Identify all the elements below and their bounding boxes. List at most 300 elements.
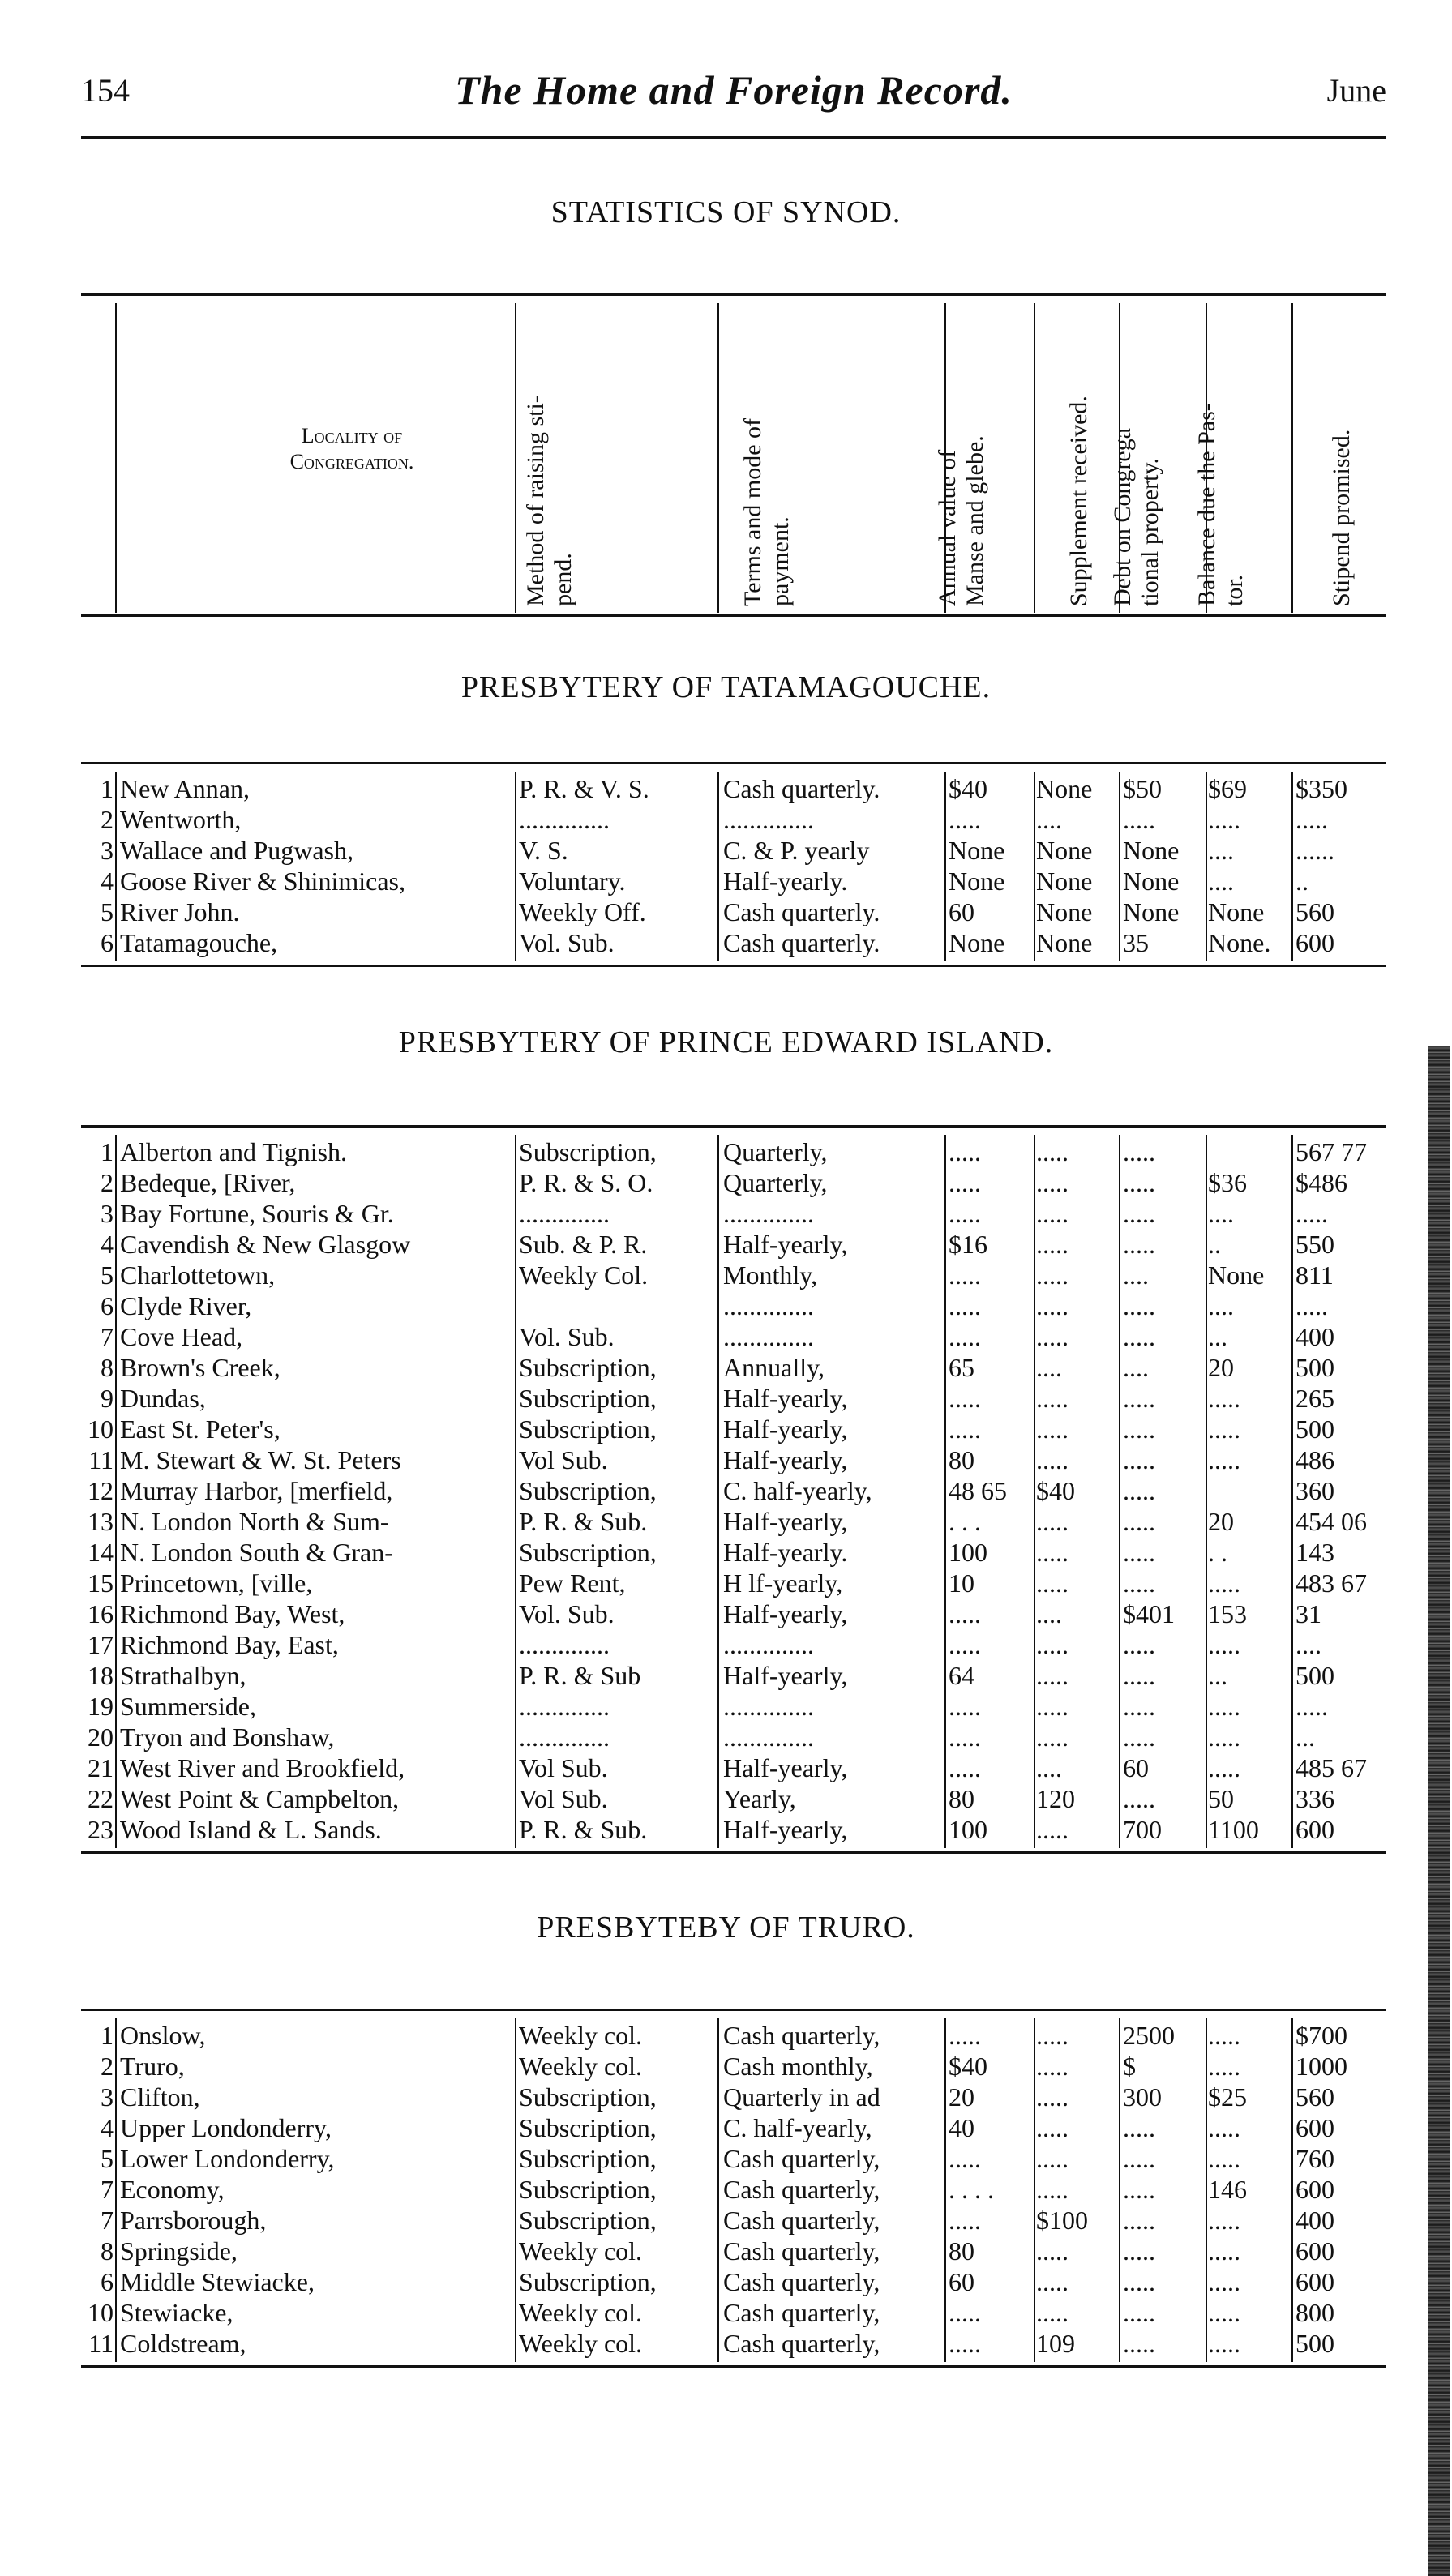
cell-supplement: ..... — [1036, 1815, 1069, 1844]
cell-supplement: None — [1036, 867, 1093, 896]
locality-heading-line1: Locality of — [301, 424, 403, 447]
cell-manse: None — [949, 836, 1005, 865]
cell-supplement: ..... — [1036, 1384, 1069, 1413]
cell-locality: West Point & Campbelton, — [120, 1784, 400, 1813]
cell-stipend: 31 — [1296, 1599, 1321, 1628]
cell-balance: $36 — [1208, 1168, 1247, 1197]
cell-debt: ..... — [1123, 2144, 1155, 2173]
cell-method: P. R. & Sub. — [519, 1815, 648, 1844]
table-row — [81, 2328, 1386, 2359]
cell-manse: None — [949, 867, 1005, 896]
page-number: 154 — [81, 72, 130, 109]
cell-num: 8 — [101, 1353, 114, 1382]
cell-manse: ..... — [949, 2021, 981, 2050]
issue-month: June — [1326, 72, 1386, 109]
cell-stipend: 454 06 — [1296, 1507, 1367, 1536]
cell-debt: ..... — [1123, 1384, 1155, 1413]
cell-locality: Cavendish & New Glasgow — [120, 1230, 411, 1259]
cell-debt: 60 — [1123, 1753, 1149, 1782]
section-title-truro: PRESBYTEBY OF TRURO. — [537, 1911, 915, 1945]
cell-stipend: 143 — [1296, 1538, 1334, 1567]
cell-debt: 700 — [1123, 1815, 1162, 1844]
table-pei — [81, 1125, 1386, 1861]
header-bottom-rule — [81, 614, 1386, 617]
balance-heading — [1193, 403, 1249, 606]
cell-method: Subscription, — [519, 1137, 657, 1166]
table-row — [81, 1752, 1386, 1783]
cell-debt: ..... — [1123, 1661, 1155, 1690]
cell-debt: ..... — [1123, 1414, 1155, 1444]
cell-manse: ..... — [949, 1599, 981, 1628]
col-divider — [1034, 303, 1035, 613]
cell-locality: Richmond Bay, West, — [120, 1599, 345, 1628]
cell-debt: 300 — [1123, 2082, 1162, 2112]
cell-num: 4 — [101, 2113, 114, 2142]
cell-terms: .............. — [723, 1692, 814, 1721]
cell-debt: ..... — [1123, 2206, 1155, 2235]
locality-heading — [120, 423, 584, 475]
cell-num: 2 — [101, 2052, 114, 2081]
cell-supplement: ..... — [1036, 2021, 1069, 2050]
table-row — [81, 804, 1386, 835]
cell-manse: 40 — [949, 2113, 974, 2142]
cell-terms: Cash quarterly, — [723, 2267, 880, 2296]
cell-stipend: 760 — [1296, 2144, 1334, 2173]
cell-manse: ..... — [949, 1168, 981, 1197]
cell-supplement: None — [1036, 836, 1093, 865]
cell-num: 2 — [101, 805, 114, 834]
statistics-title: STATISTICS OF SYNOD. — [550, 195, 902, 229]
table-row — [81, 1444, 1386, 1475]
cell-method: Sub. & P. R. — [519, 1230, 648, 1259]
table-row — [81, 927, 1386, 958]
cell-stipend: ..... — [1296, 805, 1328, 834]
cell-terms: Half-yearly, — [723, 1815, 848, 1844]
cell-locality: Wentworth, — [120, 805, 242, 834]
cell-num: 15 — [88, 1568, 114, 1598]
cell-locality: Wood Island & L. Sands. — [120, 1815, 382, 1844]
cell-manse: ..... — [949, 1384, 981, 1413]
table-row — [81, 1352, 1386, 1383]
cell-locality: Princetown, [ville, — [120, 1568, 313, 1598]
scan-edge-shadow — [1428, 1046, 1450, 2576]
cell-manse: ..... — [949, 1414, 981, 1444]
cell-debt: ..... — [1123, 1230, 1155, 1259]
cell-locality: Summerside, — [120, 1692, 256, 1721]
cell-balance: 146 — [1208, 2175, 1247, 2204]
cell-terms: Cash quarterly. — [723, 774, 880, 803]
cell-stipend: 600 — [1296, 2113, 1334, 2142]
cell-balance: ... — [1208, 1322, 1227, 1351]
cell-method: Subscription, — [519, 1476, 657, 1505]
cell-num: 1 — [101, 2021, 114, 2050]
cell-manse: ..... — [949, 805, 981, 834]
table-row — [81, 1598, 1386, 1629]
cell-balance: 20 — [1208, 1353, 1234, 1382]
cell-stipend: 600 — [1296, 1815, 1334, 1844]
cell-manse: ..... — [949, 1137, 981, 1166]
cell-terms: Cash quarterly, — [723, 2298, 880, 2327]
cell-debt: None — [1123, 867, 1180, 896]
cell-stipend: 560 — [1296, 897, 1334, 926]
cell-num: 3 — [101, 836, 114, 865]
table-row — [81, 1814, 1386, 1845]
cell-debt: $ — [1123, 2052, 1136, 2081]
table-row — [81, 2205, 1386, 2236]
cell-num: 1 — [101, 774, 114, 803]
cell-balance: 153 — [1208, 1599, 1247, 1628]
table-row — [81, 1167, 1386, 1198]
cell-stipend: 486 — [1296, 1445, 1334, 1474]
header-rule — [81, 136, 1386, 139]
table-row — [81, 1506, 1386, 1537]
cell-supplement: ..... — [1036, 1291, 1069, 1320]
debt-heading-line1: Debt on Congrega — [1109, 428, 1136, 606]
cell-locality: Strathalbyn, — [120, 1661, 246, 1690]
cell-locality: New Annan, — [120, 774, 250, 803]
cell-manse: 48 65 — [949, 1476, 1007, 1505]
cell-supplement: ..... — [1036, 1630, 1069, 1659]
cell-stipend: 400 — [1296, 1322, 1334, 1351]
column-headings — [81, 293, 1386, 618]
table-row — [81, 2174, 1386, 2205]
cell-terms: Half-yearly, — [723, 1384, 848, 1413]
table-row — [81, 1290, 1386, 1321]
cell-locality: Tryon and Bonshaw, — [120, 1722, 335, 1752]
cell-locality: Clyde River, — [120, 1291, 252, 1320]
cell-supplement: ..... — [1036, 1322, 1069, 1351]
cell-supplement: .... — [1036, 1753, 1062, 1782]
cell-method: Subscription, — [519, 2113, 657, 2142]
cell-terms: Cash quarterly. — [723, 897, 880, 926]
cell-stipend: 360 — [1296, 1476, 1334, 1505]
cell-method: Subscription, — [519, 1384, 657, 1413]
cell-manse: . . . — [949, 1507, 981, 1536]
cell-num: 7 — [101, 1322, 114, 1351]
cell-debt: 35 — [1123, 928, 1149, 957]
cell-terms: Half-yearly, — [723, 1230, 848, 1259]
cell-method: Voluntary. — [519, 867, 626, 896]
cell-locality: Cove Head, — [120, 1322, 243, 1351]
cell-manse: 80 — [949, 2236, 974, 2266]
cell-balance: ..... — [1208, 2298, 1240, 2327]
table-row — [81, 2297, 1386, 2328]
table-row — [81, 1414, 1386, 1444]
cell-balance: ..... — [1208, 2329, 1240, 2358]
cell-balance: ..... — [1208, 2052, 1240, 2081]
table-row — [81, 2143, 1386, 2174]
balance-heading-line2: tor. — [1221, 574, 1248, 606]
cell-debt: ..... — [1123, 1199, 1155, 1228]
table-row — [81, 1260, 1386, 1290]
cell-terms: Cash quarterly, — [723, 2329, 880, 2358]
table-row — [81, 1568, 1386, 1598]
cell-num: 8 — [101, 2236, 114, 2266]
cell-method: Weekly Off. — [519, 897, 646, 926]
cell-terms: Half-yearly, — [723, 1661, 848, 1690]
table-bottom-rule — [81, 1851, 1386, 1854]
cell-supplement: ..... — [1036, 2267, 1069, 2296]
cell-manse: ..... — [949, 2206, 981, 2235]
cell-balance: ..... — [1208, 1568, 1240, 1598]
table-row — [81, 2236, 1386, 2266]
cell-debt: None — [1123, 897, 1180, 926]
cell-balance: ..... — [1208, 1445, 1240, 1474]
cell-method: .............. — [519, 1692, 610, 1721]
cell-debt: ..... — [1123, 2298, 1155, 2327]
cell-terms: Cash monthly, — [723, 2052, 873, 2081]
cell-debt: ..... — [1123, 2236, 1155, 2266]
cell-num: 12 — [88, 1476, 114, 1505]
cell-debt: ..... — [1123, 1692, 1155, 1721]
cell-locality: Springside, — [120, 2236, 238, 2266]
cell-debt: $50 — [1123, 774, 1162, 803]
cell-supplement: $100 — [1036, 2206, 1088, 2235]
cell-terms: Monthly, — [723, 1260, 818, 1290]
cell-supplement: ..... — [1036, 2236, 1069, 2266]
cell-terms: Half-yearly, — [723, 1599, 848, 1628]
cell-supplement: ..... — [1036, 2113, 1069, 2142]
cell-num: 6 — [101, 2267, 114, 2296]
cell-balance: 50 — [1208, 1784, 1234, 1813]
table-row — [81, 1136, 1386, 1167]
cell-stipend: 1000 — [1296, 2052, 1347, 2081]
cell-debt: ..... — [1123, 1168, 1155, 1197]
cell-num: 9 — [101, 1384, 114, 1413]
cell-locality: N. London South & Gran- — [120, 1538, 393, 1567]
cell-num: 11 — [88, 1445, 114, 1474]
supplement-heading — [1065, 396, 1093, 606]
cell-locality: Truro, — [120, 2052, 185, 2081]
header-top-rule — [81, 293, 1386, 296]
cell-method: Vol Sub. — [519, 1753, 608, 1782]
cell-locality: Wallace and Pugwash, — [120, 836, 353, 865]
balance-heading-line1: Balance due the Pas- — [1193, 403, 1220, 606]
table-row — [81, 866, 1386, 896]
cell-balance: ..... — [1208, 2236, 1240, 2266]
cell-supplement: ..... — [1036, 2175, 1069, 2204]
cell-stipend: ..... — [1296, 1291, 1328, 1320]
cell-num: 4 — [101, 867, 114, 896]
cell-supplement: .... — [1036, 805, 1062, 834]
cell-stipend: $700 — [1296, 2021, 1347, 2050]
cell-method: Vol. Sub. — [519, 1599, 615, 1628]
section-title-tatamagouche: PRESBYTERY OF TATAMAGOUCHE. — [460, 670, 992, 704]
cell-manse: ..... — [949, 2298, 981, 2327]
cell-terms: Annually, — [723, 1353, 825, 1382]
manse-heading — [934, 435, 989, 606]
cell-num: 2 — [101, 1168, 114, 1197]
cell-num: 5 — [101, 1260, 114, 1290]
cell-num: 3 — [101, 2082, 114, 2112]
cell-balance: .... — [1208, 836, 1234, 865]
cell-terms: .............. — [723, 1630, 814, 1659]
cell-terms: .............. — [723, 1199, 814, 1228]
cell-locality: Parrsborough, — [120, 2206, 267, 2235]
table-bottom-rule — [81, 2365, 1386, 2368]
cell-num: 21 — [88, 1753, 114, 1782]
cell-terms: Half-yearly. — [723, 1538, 848, 1567]
cell-terms: Quarterly, — [723, 1168, 828, 1197]
cell-method: .............. — [519, 1199, 610, 1228]
cell-method: Subscription, — [519, 2082, 657, 2112]
cell-manse: ..... — [949, 1722, 981, 1752]
cell-balance: ..... — [1208, 1753, 1240, 1782]
cell-method: Subscription, — [519, 1353, 657, 1382]
cell-manse: $40 — [949, 2052, 987, 2081]
cell-method: Weekly col. — [519, 2052, 643, 2081]
cell-stipend: 483 67 — [1296, 1568, 1367, 1598]
cell-stipend: 600 — [1296, 2236, 1334, 2266]
cell-supplement: ..... — [1036, 1722, 1069, 1752]
cell-stipend: 485 67 — [1296, 1753, 1367, 1782]
cell-debt: ..... — [1123, 1784, 1155, 1813]
cell-locality: N. London North & Sum- — [120, 1507, 389, 1536]
cell-stipend: 500 — [1296, 1661, 1334, 1690]
cell-method: Vol. Sub. — [519, 928, 615, 957]
cell-num: 22 — [88, 1784, 114, 1813]
cell-locality: Stewiacke, — [120, 2298, 233, 2327]
cell-locality: M. Stewart & W. St. Peters — [120, 1445, 401, 1474]
table-row — [81, 1383, 1386, 1414]
cell-manse: ..... — [949, 1199, 981, 1228]
cell-num: 13 — [88, 1507, 114, 1536]
method-heading-line2: pend. — [550, 553, 576, 606]
cell-balance: ..... — [1208, 2144, 1240, 2173]
cell-debt: ..... — [1123, 1630, 1155, 1659]
table-row — [81, 1629, 1386, 1660]
cell-method: Weekly col. — [519, 2298, 643, 2327]
locality-heading-line2: Congregation. — [289, 450, 414, 473]
cell-supplement: ..... — [1036, 2144, 1069, 2173]
cell-terms: .............. — [723, 805, 814, 834]
table-row — [81, 1321, 1386, 1352]
cell-num: 7 — [101, 2206, 114, 2235]
cell-num: 23 — [88, 1815, 114, 1844]
cell-locality: Dundas, — [120, 1384, 206, 1413]
cell-stipend: 500 — [1296, 1353, 1334, 1382]
table-row — [81, 1722, 1386, 1752]
cell-terms: Cash quarterly, — [723, 2175, 880, 2204]
cell-manse: ..... — [949, 2329, 981, 2358]
cell-terms: C. half-yearly, — [723, 2113, 872, 2142]
cell-locality: West River and Brookfield, — [120, 1753, 405, 1782]
debt-heading-line2: tional property. — [1137, 457, 1163, 606]
cell-debt: ..... — [1123, 1322, 1155, 1351]
cell-manse: ..... — [949, 2144, 981, 2173]
cell-balance: ..... — [1208, 2113, 1240, 2142]
cell-locality: Clifton, — [120, 2082, 200, 2112]
cell-balance: .. — [1208, 1230, 1221, 1259]
cell-balance: ..... — [1208, 1722, 1240, 1752]
cell-debt: ..... — [1123, 805, 1155, 834]
cell-terms: Half-yearly, — [723, 1414, 848, 1444]
terms-heading-line2: payment. — [767, 516, 794, 606]
cell-debt: ..... — [1123, 2329, 1155, 2358]
cell-balance: ..... — [1208, 1384, 1240, 1413]
cell-method: Weekly col. — [519, 2236, 643, 2266]
cell-debt: ..... — [1123, 1445, 1155, 1474]
cell-num: 14 — [88, 1538, 114, 1567]
cell-method: Subscription, — [519, 2267, 657, 2296]
cell-balance: $25 — [1208, 2082, 1247, 2112]
cell-manse: . . . . — [949, 2175, 994, 2204]
cell-manse: 80 — [949, 1445, 974, 1474]
table-row — [81, 773, 1386, 804]
cell-debt: .... — [1123, 1353, 1149, 1382]
cell-num: 5 — [101, 897, 114, 926]
cell-method: Vol Sub. — [519, 1784, 608, 1813]
cell-supplement: ..... — [1036, 1260, 1069, 1290]
manse-heading-line2: Manse and glebe. — [962, 435, 988, 606]
cell-method: .............. — [519, 1630, 610, 1659]
cell-supplement: None — [1036, 928, 1093, 957]
cell-stipend: ..... — [1296, 1199, 1328, 1228]
cell-supplement: ..... — [1036, 1445, 1069, 1474]
table-row — [81, 1475, 1386, 1506]
cell-debt: ..... — [1123, 1507, 1155, 1536]
cell-locality: Middle Stewiacke, — [120, 2267, 315, 2296]
cell-locality: Alberton and Tignish. — [120, 1137, 348, 1166]
cell-balance: ... — [1208, 1661, 1227, 1690]
cell-manse: ..... — [949, 1322, 981, 1351]
cell-method: .............. — [519, 805, 610, 834]
cell-balance: .... — [1208, 1291, 1234, 1320]
cell-manse: $16 — [949, 1230, 987, 1259]
manse-heading-line1: Annual value of — [934, 449, 961, 606]
cell-locality: Coldstream, — [120, 2329, 246, 2358]
cell-supplement: None — [1036, 897, 1093, 926]
cell-method: V. S. — [519, 836, 568, 865]
cell-locality: Onslow, — [120, 2021, 206, 2050]
table-row — [81, 2051, 1386, 2082]
stipend-heading-text: Stipend promised. — [1328, 429, 1355, 606]
cell-locality: Bay Fortune, Souris & Gr. — [120, 1199, 394, 1228]
cell-stipend: 336 — [1296, 1784, 1334, 1813]
cell-stipend: 550 — [1296, 1230, 1334, 1259]
cell-terms: Cash quarterly, — [723, 2021, 880, 2050]
cell-debt: ..... — [1123, 2175, 1155, 2204]
cell-debt: ..... — [1123, 1538, 1155, 1567]
cell-method: P. R. & Sub — [519, 1661, 641, 1690]
cell-num: 10 — [88, 2298, 114, 2327]
cell-balance: ..... — [1208, 1692, 1240, 1721]
cell-locality: East St. Peter's, — [120, 1414, 281, 1444]
cell-num: 5 — [101, 2144, 114, 2173]
cell-method: Pew Rent, — [519, 1568, 626, 1598]
cell-supplement: ..... — [1036, 1414, 1069, 1444]
cell-stipend: 600 — [1296, 928, 1334, 957]
cell-supplement: ..... — [1036, 1661, 1069, 1690]
cell-terms: .............. — [723, 1722, 814, 1752]
cell-manse: 10 — [949, 1568, 974, 1598]
table-row — [81, 2082, 1386, 2112]
cell-supplement: ..... — [1036, 1692, 1069, 1721]
cell-stipend: 600 — [1296, 2267, 1334, 2296]
cell-supplement: 120 — [1036, 1784, 1075, 1813]
stipend-heading — [1328, 430, 1356, 606]
col-divider — [717, 303, 719, 613]
cell-balance: $69 — [1208, 774, 1247, 803]
cell-locality: Upper Londonderry, — [120, 2113, 332, 2142]
cell-terms: Half-yearly. — [723, 867, 848, 896]
cell-balance: 20 — [1208, 1507, 1234, 1536]
cell-balance: ..... — [1208, 1630, 1240, 1659]
cell-balance: None — [1208, 897, 1265, 926]
cell-method: Subscription, — [519, 2144, 657, 2173]
cell-supplement: ..... — [1036, 1168, 1069, 1197]
cell-balance: ..... — [1208, 2206, 1240, 2235]
